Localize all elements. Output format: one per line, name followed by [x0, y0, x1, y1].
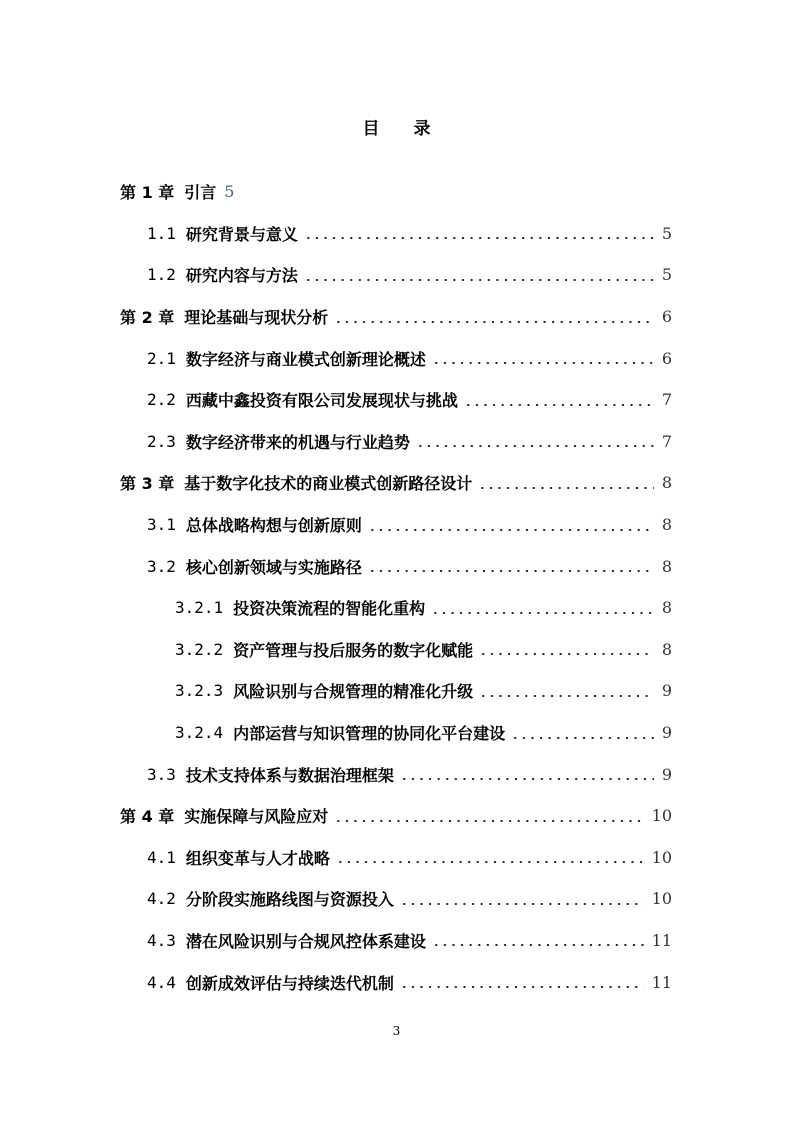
toc-entry-title: 技术支持体系与数据治理框架 [185, 765, 394, 785]
toc-entry-page: 10 [651, 889, 672, 909]
toc-entry-page: 8 [661, 639, 672, 659]
toc-entry[interactable] [0, 753, 793, 795]
toc-entry-page: 5 [224, 182, 235, 202]
toc-entry-page: 8 [661, 473, 672, 493]
toc-entry-number: 3.3 [147, 764, 176, 784]
toc-entry-page: 9 [661, 723, 672, 743]
toc-entry-title: 理论基础与现状分析 [184, 308, 329, 328]
dot-leader [304, 279, 654, 281]
toc-entry[interactable] [0, 795, 793, 837]
toc-entry-title: 总体战略构想与创新原则 [185, 516, 362, 536]
toc-entry-title: 内部运营与知识管理的协同化平台建设 [233, 724, 506, 744]
toc-entry-page: 7 [661, 431, 672, 451]
dot-leader [336, 861, 644, 863]
dot-leader [368, 570, 654, 572]
toc-entry[interactable] [0, 379, 793, 421]
toc-entry-page: 10 [651, 847, 672, 867]
dot-leader [432, 944, 644, 946]
toc-entry-number: 3.1 [147, 515, 176, 535]
toc-entry[interactable] [0, 712, 793, 754]
dot-leader [464, 404, 654, 406]
toc-entry-number: 3.2 [147, 556, 176, 576]
dot-leader [479, 695, 654, 697]
dot-leader [304, 237, 654, 239]
toc-entry[interactable] [0, 837, 793, 879]
toc-entry-number: 3.2.2 [175, 639, 224, 659]
toc-entry[interactable] [0, 254, 793, 296]
toc-entry-title: 西藏中鑫投资有限公司发展现状与挑战 [185, 391, 458, 411]
toc-entry-title: 投资决策流程的智能化重构 [233, 599, 426, 619]
toc-entry-page: 7 [661, 390, 672, 410]
toc-entry-number: 第 4 章 [120, 807, 175, 827]
toc-entry[interactable] [0, 462, 793, 504]
toc-entry-number: 2.3 [147, 431, 176, 451]
toc-entry-title: 分阶段实施路线图与资源投入 [185, 890, 394, 910]
dot-leader [368, 529, 654, 531]
toc-entry-number: 1.1 [147, 223, 176, 243]
toc-entry-number: 2.2 [147, 390, 176, 410]
toc-entry-title: 组织变革与人才战略 [185, 848, 330, 868]
toc-entry-number: 1.2 [147, 265, 176, 285]
toc-entry-title: 实施保障与风险应对 [184, 807, 329, 827]
toc-entry-page: 9 [661, 681, 672, 701]
dot-leader [416, 445, 654, 447]
toc-entry[interactable] [0, 878, 793, 920]
toc-entry-title: 基于数字化技术的商业模式创新路径设计 [184, 474, 473, 494]
toc-entry-page: 10 [651, 806, 672, 826]
dot-leader [511, 737, 654, 739]
toc-entry-title: 创新成效评估与持续迭代机制 [185, 973, 394, 993]
toc-entry-page: 11 [651, 972, 672, 992]
toc-entry-number: 2.1 [147, 348, 176, 368]
toc-entry-title: 数字经济带来的机遇与行业趋势 [185, 432, 410, 452]
dot-leader [479, 653, 654, 655]
toc-entry-title: 数字经济与商业模式创新理论概述 [185, 349, 426, 369]
toc-entry-page: 6 [661, 348, 672, 368]
toc-entry-number: 第 1 章 [120, 183, 175, 203]
toc-entry-page: 11 [651, 930, 672, 950]
toc-entry[interactable] [0, 337, 793, 379]
toc-entry-page: 8 [661, 598, 672, 618]
toc-entry-page: 5 [661, 265, 672, 285]
toc-entry[interactable] [0, 670, 793, 712]
toc-title: 目 录 [362, 119, 445, 139]
toc-entry-number: 4.3 [147, 930, 176, 950]
toc-entry-number: 4.2 [147, 889, 176, 909]
toc-entry-title: 引言 [184, 183, 217, 203]
dot-leader [334, 321, 654, 323]
toc-entry-title: 潜在风险识别与合规风控体系建设 [185, 931, 426, 951]
page-number: 3 [392, 1024, 401, 1038]
toc-entry[interactable] [0, 920, 793, 962]
toc-entry-page: 9 [661, 764, 672, 784]
toc-entry[interactable] [0, 545, 793, 587]
toc-entry-number: 4.1 [147, 847, 176, 867]
dot-leader [400, 778, 654, 780]
toc-entry-page: 8 [661, 556, 672, 576]
dot-leader [478, 487, 654, 489]
toc-entry-page: 6 [661, 307, 672, 327]
toc-entry[interactable] [0, 504, 793, 546]
toc-entry[interactable] [0, 961, 793, 1003]
toc-entry-number: 3.2.4 [175, 723, 224, 743]
toc-entry-title: 资产管理与投后服务的数字化赋能 [233, 640, 474, 660]
toc-entry-number: 3.2.3 [175, 681, 224, 701]
toc-entry[interactable] [0, 171, 793, 213]
toc-entry-page: 8 [661, 515, 672, 535]
toc-entry[interactable] [0, 213, 793, 255]
toc-entry-number: 4.4 [147, 972, 176, 992]
toc-entry-title: 研究背景与意义 [185, 224, 298, 244]
toc-list [0, 171, 793, 1003]
dot-leader [432, 362, 654, 364]
dot-leader [400, 903, 644, 905]
dot-leader [400, 986, 644, 988]
toc-entry[interactable] [0, 296, 793, 338]
toc-entry[interactable] [0, 587, 793, 629]
toc-entry-title: 核心创新领域与实施路径 [185, 557, 362, 577]
toc-entry-page: 5 [661, 223, 672, 243]
toc-entry[interactable] [0, 421, 793, 463]
toc-entry-title: 风险识别与合规管理的精准化升级 [233, 682, 474, 702]
dot-leader [334, 820, 643, 822]
toc-entry[interactable] [0, 629, 793, 671]
dot-leader [431, 612, 654, 614]
toc-entry-number: 第 3 章 [120, 474, 175, 494]
toc-entry-number: 3.2.1 [175, 598, 224, 618]
toc-entry-title: 研究内容与方法 [185, 266, 298, 286]
toc-entry-number: 第 2 章 [120, 308, 175, 328]
